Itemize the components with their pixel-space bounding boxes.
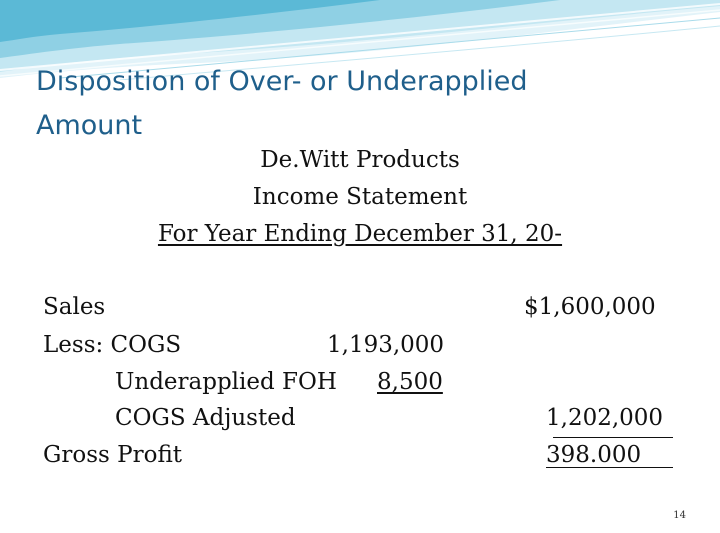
- gross-profit-value: 398.000: [546, 442, 642, 468]
- sales-value: $1,600,000: [524, 294, 656, 320]
- gross-profit-label: Gross Profit: [43, 442, 183, 468]
- slide-title: Disposition of Over- or Underapplied Amount: [36, 66, 528, 141]
- cogs-adjusted-label: COGS Adjusted: [115, 405, 296, 431]
- cogs-label: Less: COGS: [43, 332, 182, 358]
- cogs-adjusted-value: 1,202,000: [546, 405, 664, 431]
- foh-label: Underapplied FOH: [115, 369, 337, 395]
- company-name: De.Witt Products: [260, 147, 460, 173]
- cogs-value: 1,193,000: [327, 332, 445, 358]
- page-number: 14: [673, 510, 686, 521]
- foh-value: 8,500: [377, 369, 443, 395]
- subtotal-rule: [553, 437, 673, 438]
- sales-label: Sales: [43, 294, 106, 320]
- total-rule: [546, 467, 673, 468]
- report-name: Income Statement: [252, 184, 468, 210]
- report-period: For Year Ending December 31, 20-: [157, 221, 563, 247]
